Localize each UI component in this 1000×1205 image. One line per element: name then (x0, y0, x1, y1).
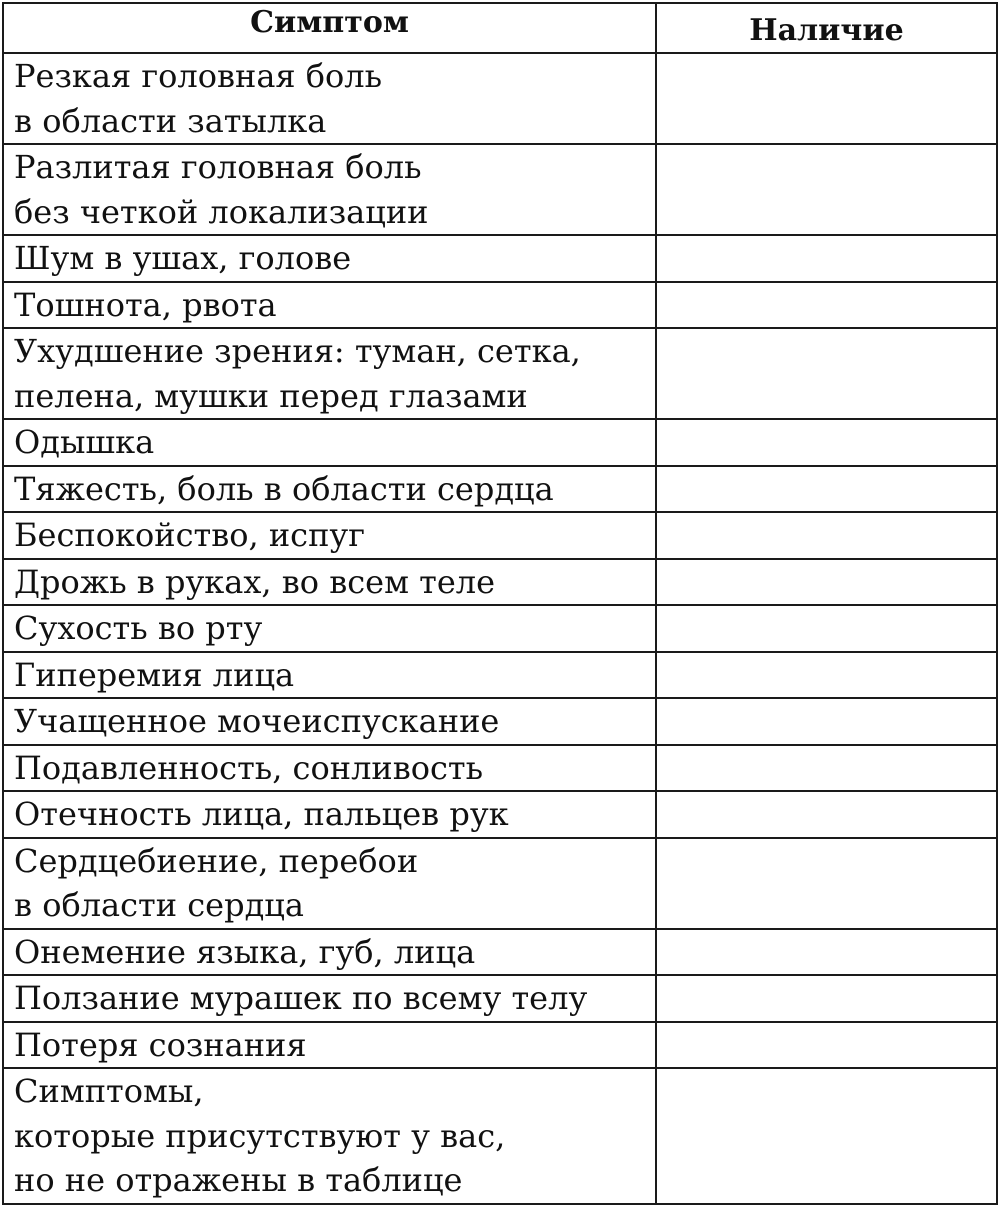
symptom-cell: Тошнота, рвота (3, 282, 656, 329)
presence-cell[interactable] (656, 745, 997, 792)
table-row (3, 791, 997, 838)
presence-cell[interactable] (656, 328, 997, 419)
symptom-cell: Ухудшение зрения: туман, сетка, пелена, мушки перед глазами (3, 328, 656, 419)
presence-cell[interactable] (656, 1068, 997, 1204)
table-row (3, 559, 997, 606)
presence-cell[interactable] (656, 975, 997, 1022)
table-row (3, 1022, 997, 1069)
table-body (3, 53, 997, 1204)
header-presence: Наличие (656, 3, 997, 53)
table-row (3, 235, 997, 282)
table-row (3, 328, 997, 419)
presence-cell[interactable] (656, 652, 997, 699)
symptom-cell: Потеря сознания (3, 1022, 656, 1069)
presence-cell[interactable] (656, 605, 997, 652)
presence-cell[interactable] (656, 791, 997, 838)
table-row (3, 929, 997, 976)
header-symptom: Симптом (3, 3, 656, 53)
header-row (3, 3, 997, 53)
presence-cell[interactable] (656, 559, 997, 606)
symptom-cell: Разлитая головная боль без четкой локализации (3, 144, 656, 235)
presence-cell[interactable] (656, 282, 997, 329)
symptom-cell: Гиперемия лица (3, 652, 656, 699)
table-row (3, 512, 997, 559)
presence-cell[interactable] (656, 235, 997, 282)
symptom-cell: Резкая головная боль в области затылка (3, 53, 656, 144)
table-row (3, 605, 997, 652)
presence-cell[interactable] (656, 838, 997, 929)
presence-cell[interactable] (656, 512, 997, 559)
table-row (3, 419, 997, 466)
symptom-cell: Тяжесть, боль в области сердца (3, 466, 656, 513)
symptom-cell: Сердцебиение, перебои в области сердца (3, 838, 656, 929)
symptom-cell: Учащенное мочеиспускание (3, 698, 656, 745)
table-row (3, 144, 997, 235)
presence-cell[interactable] (656, 929, 997, 976)
table-row (3, 652, 997, 699)
symptom-cell: Шум в ушах, голове (3, 235, 656, 282)
table-row (3, 1068, 997, 1204)
symptom-cell: Ползание мурашек по всему телу (3, 975, 656, 1022)
table-row (3, 466, 997, 513)
symptom-table (2, 2, 998, 1205)
table-row (3, 838, 997, 929)
presence-cell[interactable] (656, 698, 997, 745)
table-row (3, 745, 997, 792)
symptom-cell: Отечность лица, пальцев рук (3, 791, 656, 838)
symptom-cell: Сухость во рту (3, 605, 656, 652)
presence-cell[interactable] (656, 1022, 997, 1069)
symptom-cell: Одышка (3, 419, 656, 466)
symptom-cell: Онемение языка, губ, лица (3, 929, 656, 976)
symptom-cell: Подавленность, сонливость (3, 745, 656, 792)
symptom-cell: Беспокойство, испуг (3, 512, 656, 559)
symptom-cell: Симптомы, которые присутствуют у вас, но не отражены в таблице (3, 1068, 656, 1204)
presence-cell[interactable] (656, 466, 997, 513)
table-row (3, 53, 997, 144)
presence-cell[interactable] (656, 53, 997, 144)
table-row (3, 975, 997, 1022)
presence-cell[interactable] (656, 419, 997, 466)
table-row (3, 698, 997, 745)
table-row (3, 282, 997, 329)
presence-cell[interactable] (656, 144, 997, 235)
symptom-cell: Дрожь в руках, во всем теле (3, 559, 656, 606)
